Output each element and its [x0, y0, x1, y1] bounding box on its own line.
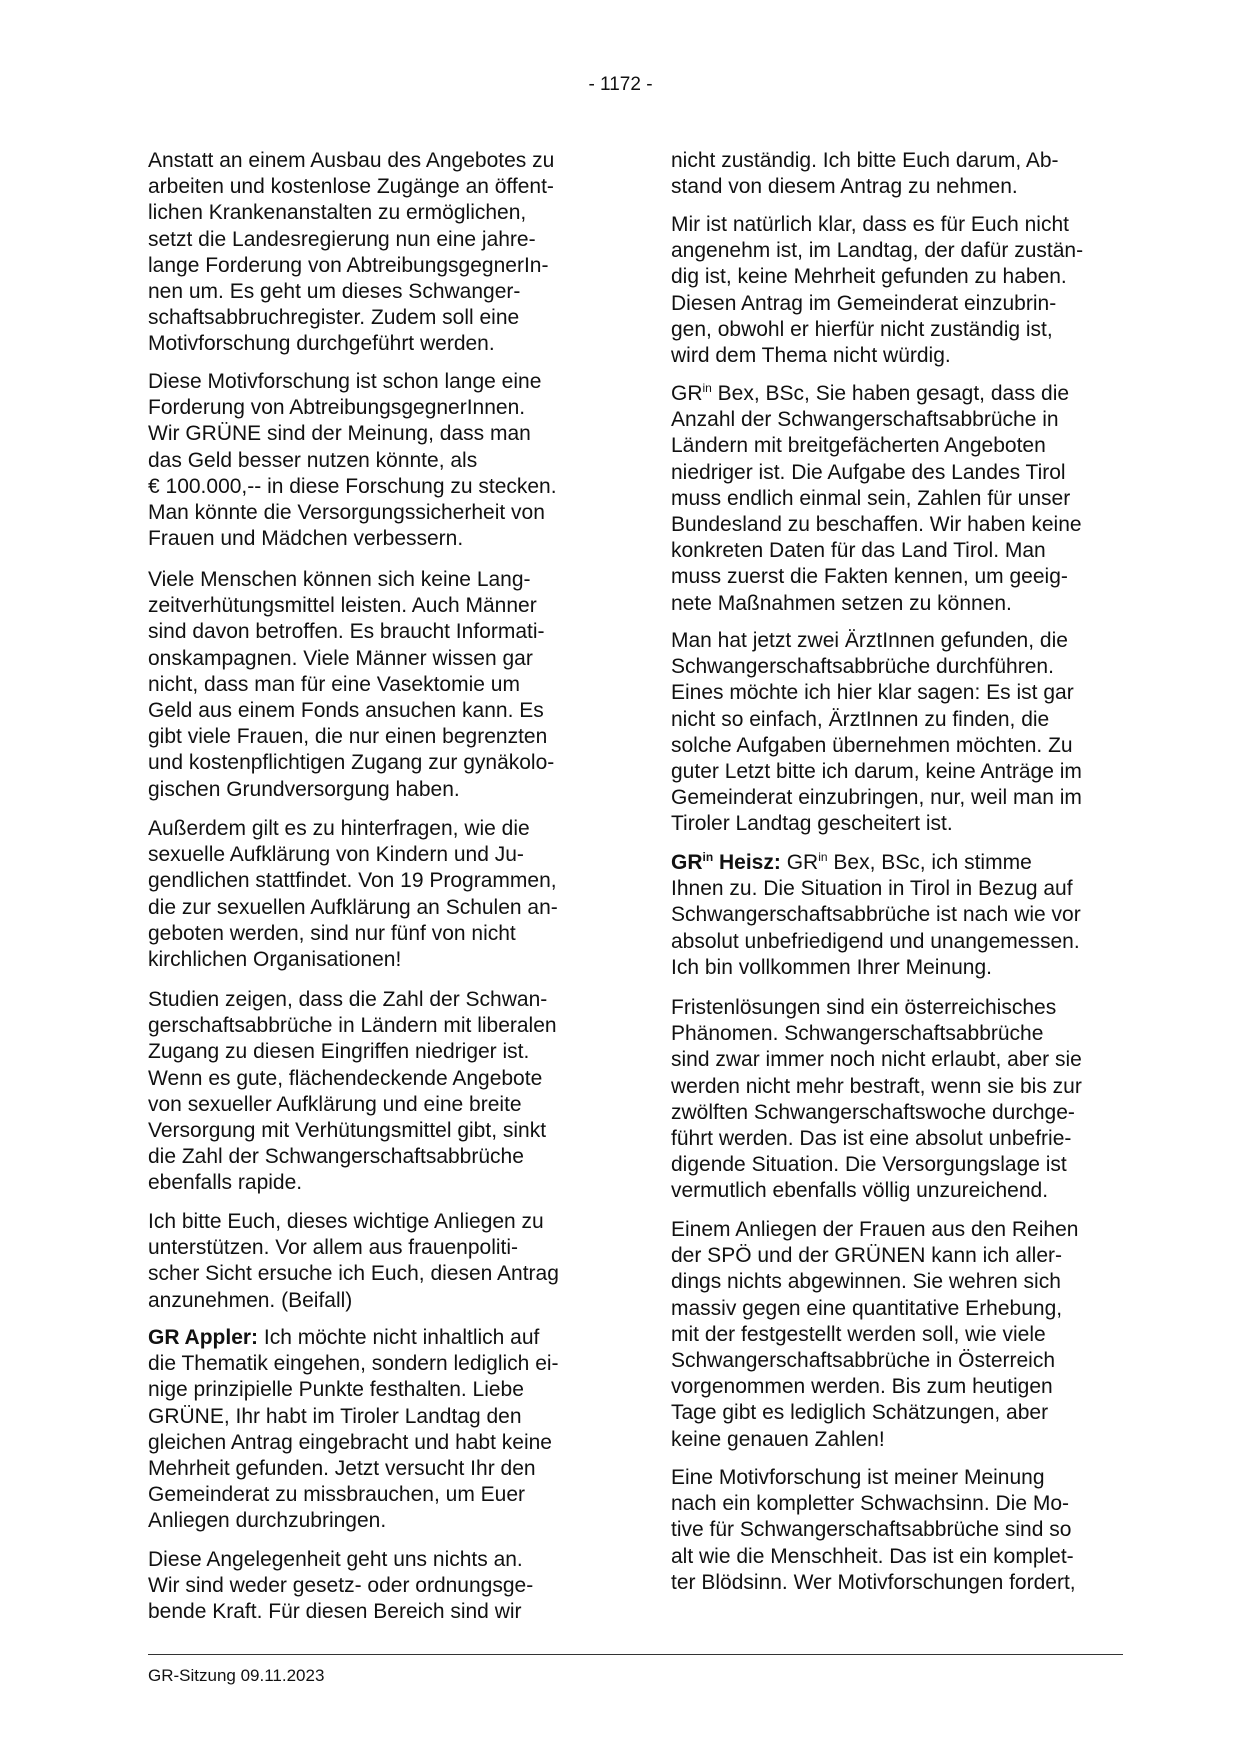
text-line: vorgenommen werden. Bis zum heutigen	[671, 1375, 1053, 1399]
text-line: gibt viele Frauen, die nur einen begrenzten	[148, 725, 548, 749]
paragraph-heisz	[671, 850, 1141, 981]
title-prefix: GR	[780, 851, 819, 874]
paragraph	[148, 816, 618, 973]
text-line: nete Maßnahmen setzen zu können.	[671, 591, 1012, 615]
text-line: das Geld besser nutzen könnte, als	[148, 448, 478, 472]
text-line: dig ist, keine Mehrheit gefunden zu haben.	[671, 265, 1067, 289]
text-line: GRÜNE, Ihr habt im Tiroler Landtag den	[148, 1404, 522, 1428]
paragraph	[148, 987, 618, 1197]
paragraph	[671, 212, 1141, 369]
text-line: Forderung von AbtreibungsgegnerInnen.	[148, 396, 526, 420]
paragraph	[148, 369, 618, 552]
text-line: unterstützen. Vor allem aus frauenpoliti-	[148, 1236, 519, 1260]
speaker-superscript: in	[702, 850, 714, 864]
text-line: arbeiten und kostenlose Zugänge an öffent-	[148, 175, 554, 199]
text-line: Gemeinderat zu missbrauchen, um Euer	[148, 1483, 526, 1507]
text-line: € 100.000,-- in diese Forschung zu stecken.	[148, 474, 557, 498]
text-line: guter Letzt bitte ich darum, keine Anträge im	[671, 760, 1082, 784]
text-line: ebenfalls rapide.	[148, 1171, 303, 1195]
text-line: gischen Grundversorgung haben.	[148, 777, 460, 801]
text-line: ter Blödsinn. Wer Motivforschungen fordert,	[671, 1570, 1076, 1594]
speaker-name: GR Appler:	[148, 1326, 259, 1349]
text-line: Ich bin vollkommen Ihrer Meinung.	[671, 955, 992, 979]
text-line: digende Situation. Die Versorgungslage ist	[671, 1153, 1067, 1177]
text-line: nicht, dass man für eine Vasektomie um	[148, 672, 520, 696]
paragraph	[671, 1465, 1141, 1596]
text-line: keine genauen Zahlen!	[671, 1427, 885, 1451]
paragraph	[671, 628, 1141, 838]
text-line: Schwangerschaftsabbrüche in Österreich	[671, 1349, 1056, 1373]
text-line: alt wie die Menschheit. Das ist ein komplet-	[671, 1544, 1074, 1568]
text-line: Studien zeigen, dass die Zahl der Schwan-	[148, 988, 548, 1011]
text-line: Viele Menschen können sich keine Lang-	[148, 568, 531, 591]
paragraph	[671, 995, 1141, 1205]
page-number: - 1172 -	[588, 74, 653, 95]
text-line: setzt die Landesregierung nun eine jahre-	[148, 227, 536, 251]
text-line: angenehm ist, im Landtag, der dafür zustän-	[671, 239, 1084, 263]
text-line: Ich bitte Euch, dieses wichtige Anliegen zu	[148, 1210, 544, 1233]
title-superscript: in	[702, 381, 712, 395]
text-line	[148, 1325, 618, 1351]
text-line: Zugang zu diesen Eingriffen niedriger ist.	[148, 1040, 530, 1064]
text-line: onskampagnen. Viele Männer wissen gar	[148, 646, 533, 670]
text-line: Eine Motivforschung ist meiner Meinung	[671, 1466, 1045, 1489]
footer-date: GR-Sitzung 09.11.2023	[148, 1666, 325, 1685]
text-line: lichen Krankenanstalten zu ermöglichen,	[148, 201, 527, 225]
text-line: nicht zuständig. Ich bitte Euch darum, Ab-	[671, 149, 1059, 172]
text-line: Eines möchte ich hier klar sagen: Es ist gar	[671, 681, 1074, 705]
text-line: der SPÖ und der GRÜNEN kann ich aller-	[671, 1244, 1062, 1268]
text-line: wird dem Thema nicht würdig.	[671, 344, 951, 368]
text-line: muss endlich einmal sein, Zahlen für unser	[671, 486, 1071, 510]
text-line: Frauen und Mädchen verbessern.	[148, 527, 464, 551]
text-line: Außerdem gilt es zu hinterfragen, wie die	[148, 817, 530, 840]
text-line: vermutlich ebenfalls völlig unzureichend.	[671, 1179, 1049, 1203]
text-line: muss zuerst die Fakten kennen, um geeig-	[671, 565, 1068, 589]
text-line: stand von diesem Antrag zu nehmen.	[671, 175, 1018, 199]
text-line: gerschaftsabbrüche in Ländern mit liberalen	[148, 1014, 557, 1038]
text-line: Wir sind weder gesetz- oder ordnungsge-	[148, 1574, 534, 1598]
text-line: solche Aufgaben übernehmen möchten. Zu	[671, 733, 1073, 757]
text-line: nach ein kompletter Schwachsinn. Die Mo-	[671, 1492, 1070, 1516]
text-line: Wir GRÜNE sind der Meinung, dass man	[148, 422, 531, 446]
text-line: schaftsabbruchregister. Zudem soll eine	[148, 306, 520, 330]
text-line: Anstatt an einem Ausbau des Angebotes zu	[148, 149, 555, 172]
text-line: Schwangerschaftsabbrüche ist nach wie vor	[671, 903, 1081, 927]
text-line: Diese Motivforschung ist schon lange eine	[148, 370, 542, 393]
text-line: Anliegen durchzubringen.	[148, 1509, 387, 1533]
text-line: Fristenlösungen sind ein österreichisches	[671, 996, 1057, 1019]
text-line: absolut unbefriedigend und unangemessen.	[671, 929, 1080, 953]
paragraph	[148, 1547, 618, 1626]
text-line: sexuelle Aufklärung von Kindern und Ju-	[148, 843, 524, 867]
text-line: führt werden. Das ist eine absolut unbefrie-	[671, 1127, 1072, 1151]
text-line: nicht so einfach, ÄrztInnen zu finden, die	[671, 707, 1050, 731]
text-line: massiv gegen eine quantitative Erhebung,	[671, 1296, 1063, 1320]
text-line: Diesen Antrag im Gemeinderat einzubrin-	[671, 291, 1057, 315]
text-line: gendlichen stattfindet. Von 19 Programmen,	[148, 869, 557, 893]
text-line: tive für Schwangerschaftsabbrüche sind so	[671, 1518, 1072, 1542]
text-line: von sexueller Aufklärung und eine breite	[148, 1092, 522, 1116]
text-line: bende Kraft. Für diesen Bereich sind wir	[148, 1600, 522, 1624]
text-line: nige prinzipielle Punkte festhalten. Liebe	[148, 1378, 524, 1402]
text-line: Tage gibt es lediglich Schätzungen, aber	[671, 1401, 1049, 1425]
paragraph	[671, 381, 1141, 617]
text-line: Ihnen zu. Die Situation in Tirol in Bezug auf	[671, 877, 1073, 901]
paragraph	[671, 148, 1141, 200]
text-line: geboten werden, sind nur fünf von nicht	[148, 921, 516, 945]
text-line: gleichen Antrag eingebracht und habt keine	[148, 1430, 552, 1454]
text-line: Schwangerschaftsabbrüche durchführen.	[671, 655, 1054, 679]
footer-rule	[148, 1654, 1123, 1655]
text-line: die Thematik eingehen, sondern lediglich ei-	[148, 1352, 559, 1376]
text-line: Tiroler Landtag gescheitert ist.	[671, 812, 953, 836]
text-line: die Zahl der Schwangerschaftsabbrüche	[148, 1145, 524, 1169]
text-line: konkreten Daten für das Land Tirol. Man	[671, 539, 1046, 563]
text-line: die zur sexuellen Aufklärung an Schulen an-	[148, 895, 558, 919]
text-line: gen, obwohl er hierfür nicht zuständig ist,	[671, 317, 1053, 341]
text-line: zwölften Schwangerschaftswoche durchge-	[671, 1100, 1075, 1124]
speaker-prefix: GR	[671, 851, 703, 874]
text-line: Man könnte die Versorgungssicherheit von	[148, 501, 545, 525]
title-prefix: GR	[671, 382, 703, 405]
text-line: Einem Anliegen der Frauen aus den Reihen	[671, 1218, 1079, 1241]
speaker-text: Ich möchte nicht inhaltlich auf	[258, 1326, 540, 1349]
text-line: kirchlichen Organisationen!	[148, 948, 402, 972]
text-line	[671, 381, 1141, 407]
text-line: Mir ist natürlich klar, dass es für Euch nicht	[671, 213, 1069, 236]
text-line: Ländern mit breitgefächerten Angeboten	[671, 434, 1046, 458]
text-line: Gemeinderat einzubringen, nur, weil man im	[671, 786, 1082, 810]
text-line: nen um. Es geht um dieses Schwanger-	[148, 280, 521, 304]
text-line: sind zwar immer noch nicht erlaubt, aber sie	[671, 1048, 1082, 1072]
text-line: Wenn es gute, flächendeckende Angebote	[148, 1066, 543, 1090]
text-line: mit der festgestellt werden soll, wie viele	[671, 1322, 1046, 1346]
title-superscript: in	[818, 850, 828, 864]
text-line: zeitverhütungsmittel leisten. Auch Männer	[148, 594, 537, 618]
paragraph	[671, 1217, 1141, 1453]
text-line: Bundesland zu beschaffen. Wir haben keine	[671, 513, 1082, 537]
text-line: Phänomen. Schwangerschaftsabbrüche	[671, 1022, 1044, 1046]
text-line: Anzahl der Schwangerschaftsabbrüche in	[671, 408, 1059, 432]
paragraph	[148, 567, 618, 803]
text-line	[671, 850, 1141, 876]
paragraph-appler	[148, 1325, 618, 1535]
text-line: Motivforschung durchgeführt werden.	[148, 332, 495, 356]
text-line: sind davon betroffen. Es braucht Informati-	[148, 620, 545, 644]
text-line: Mehrheit gefunden. Jetzt versucht Ihr den	[148, 1457, 536, 1481]
text-line: anzunehmen. (Beifall)	[148, 1288, 353, 1312]
text-line: und kostenpflichtigen Zugang zur gynäkolo-	[148, 751, 555, 775]
text-line: Diese Angelegenheit geht uns nichts an.	[148, 1548, 523, 1571]
text-line: lange Forderung von AbtreibungsgegnerIn-	[148, 253, 549, 277]
speaker-surname: Heisz:	[713, 851, 781, 874]
paragraph	[148, 148, 618, 358]
text-line: Versorgung mit Verhütungsmittel gibt, sinkt	[148, 1119, 547, 1143]
text-line: Man hat jetzt zwei ÄrztInnen gefunden, die	[671, 629, 1068, 652]
line-text: Bex, BSc, ich stimme	[827, 851, 1032, 874]
speaker-name	[671, 851, 781, 874]
text-line: werden nicht mehr bestraft, wenn sie bis zur	[671, 1074, 1082, 1098]
paragraph	[148, 1209, 618, 1314]
text-line: scher Sicht ersuche ich Euch, diesen Antrag	[148, 1262, 559, 1286]
text-line: niedriger ist. Die Aufgabe des Landes Tirol	[671, 460, 1066, 484]
text-line: Geld aus einem Fonds ansuchen kann. Es	[148, 699, 544, 723]
line-text: Bex, BSc, Sie haben gesagt, dass die	[711, 382, 1070, 405]
text-line: dings nichts abgewinnen. Sie wehren sich	[671, 1270, 1061, 1294]
